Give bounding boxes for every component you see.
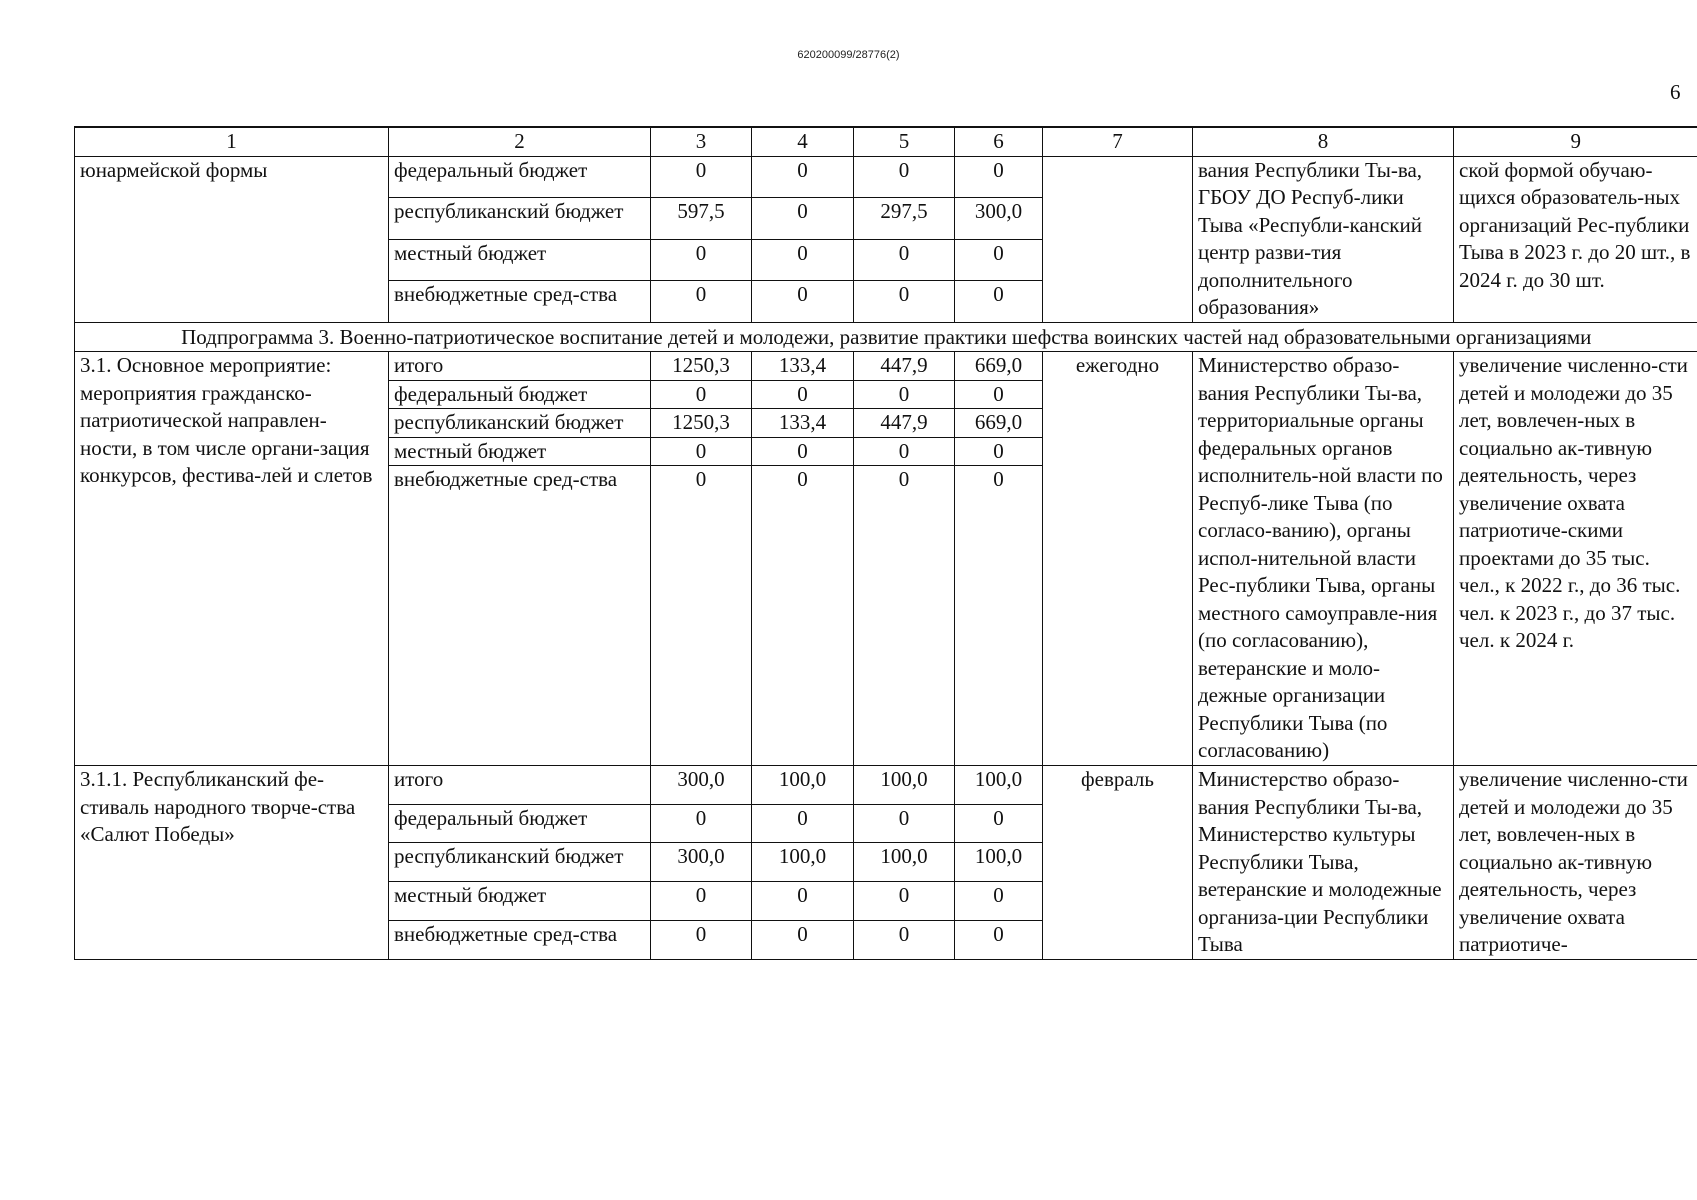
value-cell: 0: [955, 380, 1043, 409]
column-header: 3: [651, 128, 752, 157]
value-cell: 0: [955, 156, 1043, 198]
value-cell: 133,4: [752, 409, 854, 438]
subprogram-row: [75, 322, 1697, 352]
value-cell: 0: [651, 156, 752, 198]
value-cell: 100,0: [854, 843, 955, 882]
column-header: 4: [752, 128, 854, 157]
funding-source: федеральный бюджет: [389, 156, 651, 198]
value-cell: 669,0: [955, 409, 1043, 438]
value-cell: 0: [854, 156, 955, 198]
value-cell: 100,0: [955, 766, 1043, 805]
period-cell: [1043, 156, 1193, 322]
measure-name: юнармейской формы: [75, 156, 389, 322]
value-cell: 0: [651, 920, 752, 959]
value-cell: 1250,3: [651, 352, 752, 381]
period-cell: февраль: [1043, 766, 1193, 960]
value-cell: 100,0: [752, 766, 854, 805]
table-row: [75, 156, 1697, 198]
value-cell: 447,9: [854, 409, 955, 438]
column-header: 2: [389, 128, 651, 157]
funding-source: республиканский бюджет: [389, 409, 651, 438]
value-cell: 0: [955, 239, 1043, 281]
value-cell: 447,9: [854, 352, 955, 381]
value-cell: 0: [955, 882, 1043, 921]
value-cell: 0: [651, 466, 752, 766]
page-number: 6: [1670, 80, 1681, 104]
value-cell: 0: [651, 437, 752, 466]
value-cell: 100,0: [955, 843, 1043, 882]
column-header: 6: [955, 128, 1043, 157]
value-cell: 0: [752, 380, 854, 409]
funding-source: итого: [389, 352, 651, 381]
funding-source: местный бюджет: [389, 437, 651, 466]
value-cell: 597,5: [651, 198, 752, 240]
value-cell: 300,0: [651, 766, 752, 805]
measure-name: 3.1.1. Республиканский фе-стиваль народного творче-ства «Салют Победы»: [75, 766, 389, 960]
period-cell: ежегодно: [1043, 352, 1193, 766]
value-cell: 0: [651, 380, 752, 409]
table-row: [75, 352, 1697, 381]
value-cell: 0: [854, 239, 955, 281]
funding-source: внебюджетные сред-ства: [389, 281, 651, 323]
value-cell: 133,4: [752, 352, 854, 381]
value-cell: 669,0: [955, 352, 1043, 381]
column-header: 1: [75, 128, 389, 157]
value-cell: 100,0: [752, 843, 854, 882]
funding-source: федеральный бюджет: [389, 804, 651, 843]
value-cell: 297,5: [854, 198, 955, 240]
value-cell: 0: [752, 198, 854, 240]
result-cell: увеличение численно-сти детей и молодежи до 35 лет, вовлечен-ных в социально ак-тивную деятельность, через увеличение охвата патриотиче-: [1454, 766, 1697, 960]
value-cell: 0: [651, 882, 752, 921]
value-cell: 0: [854, 882, 955, 921]
value-cell: 0: [854, 380, 955, 409]
value-cell: 0: [651, 239, 752, 281]
value-cell: 300,0: [955, 198, 1043, 240]
value-cell: 0: [955, 281, 1043, 323]
value-cell: 0: [752, 281, 854, 323]
value-cell: 0: [955, 466, 1043, 766]
column-header: 9: [1454, 128, 1697, 157]
funding-source: республиканский бюджет: [389, 198, 651, 240]
subprogram-title: Подпрограмма 3. Военно-патриотическое воспитание детей и молодежи, развитие практики шефства воинских частей над образовательными организациями: [75, 322, 1697, 352]
value-cell: 0: [955, 920, 1043, 959]
value-cell: 0: [854, 281, 955, 323]
funding-source: местный бюджет: [389, 882, 651, 921]
funding-source: республиканский бюджет: [389, 843, 651, 882]
column-header: 5: [854, 128, 955, 157]
value-cell: 0: [752, 920, 854, 959]
column-header-row: [75, 128, 1697, 157]
value-cell: 0: [752, 437, 854, 466]
value-cell: 0: [752, 882, 854, 921]
value-cell: 0: [752, 804, 854, 843]
executors-cell: Министерство образо-вания Республики Ты-ва, Министерство культуры Республики Тыва, ветеранские и молодежные организа-ции Республики Тыва: [1193, 766, 1454, 960]
funding-source: внебюджетные сред-ства: [389, 920, 651, 959]
value-cell: 0: [854, 437, 955, 466]
document-id: 620200099/28776(2): [797, 49, 900, 61]
value-cell: 0: [854, 920, 955, 959]
value-cell: 0: [752, 156, 854, 198]
value-cell: 0: [955, 437, 1043, 466]
value-cell: 0: [854, 466, 955, 766]
funding-source: итого: [389, 766, 651, 805]
result-cell: ской формой обучаю-щихся образователь-ных организаций Рес-публики Тыва в 2023 г. до 20 шт., в 2024 г. до 30 шт.: [1454, 156, 1697, 322]
result-cell: увеличение численно-сти детей и молодежи до 35 лет, вовлечен-ных в социально ак-тивную деятельность, через увеличение охвата патриотиче-скими проектами до 35 тыс. чел., к 2022 г., до 36 тыс. чел. к 2023 г., до 37 тыс. чел. к 2024 г.: [1454, 352, 1697, 766]
funding-source: внебюджетные сред-ства: [389, 466, 651, 766]
executors-cell: вания Республики Ты-ва, ГБОУ ДО Респуб-лики Тыва «Республи-канский центр разви-тия дополнительного образования»: [1193, 156, 1454, 322]
executors-cell: Министерство образо-вания Республики Ты-ва, территориальные органы федеральных органов исполнитель-ной власти по Респуб-лике Тыва (по согласо-ванию), органы испол-нительной власти Рес-публики Тыва, органы местного самоуправле-ния (по согласованию), ветеранские и моло-дежные организации Республики Тыва (по согласованию): [1193, 352, 1454, 766]
value-cell: 300,0: [651, 843, 752, 882]
value-cell: 1250,3: [651, 409, 752, 438]
column-header: 8: [1193, 128, 1454, 157]
value-cell: 0: [752, 466, 854, 766]
column-header: 7: [1043, 128, 1193, 157]
value-cell: 100,0: [854, 766, 955, 805]
table-row: [75, 766, 1697, 805]
budget-table: [74, 126, 1697, 960]
funding-source: федеральный бюджет: [389, 380, 651, 409]
value-cell: 0: [752, 239, 854, 281]
measure-name: 3.1. Основное мероприятие: мероприятия гражданско-патриотической направлен-ности, в том числе органи-зация конкурсов, фестива-лей и слетов: [75, 352, 389, 766]
value-cell: 0: [854, 804, 955, 843]
funding-source: местный бюджет: [389, 239, 651, 281]
value-cell: 0: [651, 804, 752, 843]
value-cell: 0: [955, 804, 1043, 843]
value-cell: 0: [651, 281, 752, 323]
